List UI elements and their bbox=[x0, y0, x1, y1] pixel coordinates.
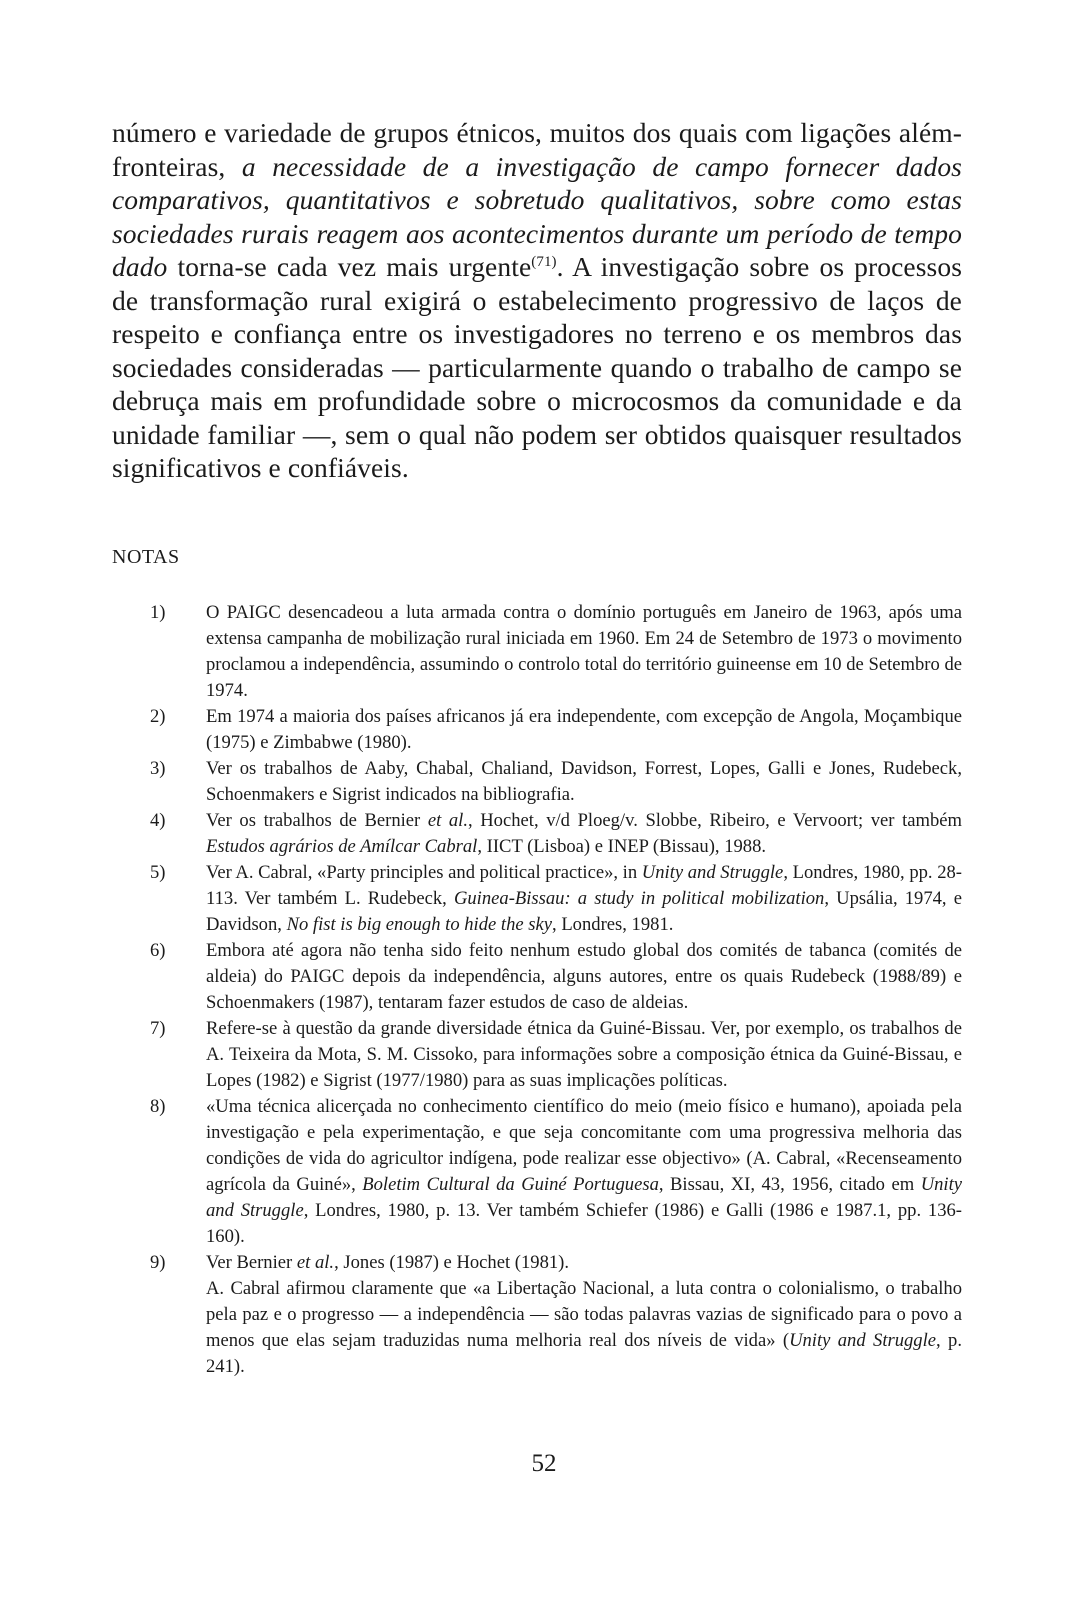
note-text-italic: No fist is big enough to hide the sky bbox=[286, 914, 553, 935]
note-text-segment: , IICT (Lisboa) e INEP (Bissau), 1988. bbox=[477, 836, 767, 857]
notes-list bbox=[150, 600, 962, 1380]
note-text bbox=[206, 808, 962, 860]
body-text-part-1: número e variedade de grupos étnicos, muitos dos quais com ligações além-fronteiras, bbox=[112, 117, 962, 182]
note-number: 1) bbox=[150, 602, 166, 623]
note-text-segment: , Londres, 1980, p. 13. Ver também Schiefer (1986) e Galli (1986 e 1987.1, pp. 136-160). bbox=[206, 1200, 962, 1247]
note-text-segment: Ver A. Cabral, «Party principles and political practice», in bbox=[206, 862, 642, 883]
body-text-part-2: torna-se cada vez mais urgente bbox=[167, 251, 532, 282]
note-5 bbox=[150, 860, 962, 938]
note-text-segment: , Hochet, v/d Ploeg/v. Slobbe, Ribeiro, e Vervoort; ver também bbox=[468, 810, 962, 831]
note-text-italic: Boletim Cultural da Guiné Portuguesa bbox=[362, 1174, 659, 1195]
note-text-segment: , Londres, 1980, pp. 28-113. Ver também L. Rudebeck, bbox=[206, 862, 962, 909]
note-number: 8) bbox=[150, 1096, 166, 1117]
note-6 bbox=[150, 938, 962, 1016]
note-text: Embora até agora não tenha sido feito nenhum estudo global dos comités de tabanca (comités de aldeia) do PAIGC depois da independência, alguns autores, entre os quais Rudebeck (1988/89) e Schoenmakers (1987), tentaram fazer estudos de caso de aldeias. bbox=[206, 940, 962, 1013]
note-number: 5) bbox=[150, 862, 166, 883]
note-number: 6) bbox=[150, 940, 166, 961]
note-number: 2) bbox=[150, 706, 166, 727]
note-8 bbox=[150, 1094, 962, 1250]
note-text-segment: Ver os trabalhos de Bernier bbox=[206, 810, 428, 831]
note-number: 4) bbox=[150, 810, 166, 831]
note-9 bbox=[150, 1250, 962, 1380]
note-number: 3) bbox=[150, 758, 166, 779]
page-number: 52 bbox=[531, 1450, 557, 1477]
note-7 bbox=[150, 1016, 962, 1094]
note-text-italic: et al. bbox=[427, 810, 468, 831]
note-text-segment: , Upsália, 1974, e Davidson, bbox=[206, 888, 962, 935]
notes-heading: NOTAS bbox=[112, 546, 180, 568]
body-text-italic: a necessidade de a investigação de campo fornecer dados comparativos, quantitativos e sobretudo qualitativos, sobre como estas sociedades rurais reagem aos acontecimentos durante um período de tempo dado bbox=[112, 150, 962, 282]
note-4 bbox=[150, 808, 962, 860]
note-text-segment: Ver Bernier bbox=[206, 1252, 297, 1273]
note-text-italic: Unity and Struggle bbox=[789, 1330, 937, 1351]
body-paragraph bbox=[112, 116, 962, 485]
note-text-segment: , Jones (1987) e Hochet (1981). bbox=[334, 1252, 570, 1273]
note-text: Ver os trabalhos de Aaby, Chabal, Chaliand, Davidson, Forrest, Lopes, Galli e Jones, Rudebeck, Schoenmakers e Sigrist indicados na bibliografia. bbox=[206, 758, 962, 805]
note-text-segment: , p. 241). bbox=[206, 1330, 962, 1377]
note-text bbox=[206, 1250, 962, 1380]
note-1 bbox=[150, 600, 962, 704]
note-text bbox=[206, 1094, 962, 1250]
note-text-segment: A. Cabral afirmou claramente que «a Libertação Nacional, a luta contra o colonialismo, o trabalho pela paz e o progresso — a independência — são todas palavras vazias de significado para o povo a menos que elas sejam traduzidas numa melhoria real dos níveis de vida» ( bbox=[206, 1278, 962, 1351]
body-text-part-3: . A investigação sobre os processos de transformação rural exigirá o estabelecimento progressivo de laços de respeito e confiança entre os investigadores no terreno e os membros das sociedades consideradas — particularmente quando o trabalho de campo se debruça mais em profundidade sobre o microcosmos da comunidade e da unidade familiar —, sem o qual não podem ser obtidos quaisquer resultados significativos e confiáveis. bbox=[112, 251, 962, 483]
note-3 bbox=[150, 756, 962, 808]
note-text: O PAIGC desencadeou a luta armada contra o domínio português em Janeiro de 1963, após uma extensa campanha de mobilização rural iniciada em 1960. Em 24 de Setembro de 1973 o movimento proclamou a independência, assumindo o controlo total do território guineense em 10 de Setembro de 1974. bbox=[206, 602, 962, 701]
note-text-segment: , Londres, 1981. bbox=[552, 914, 674, 935]
note-text-segment: «Uma técnica alicerçada no conhecimento científico do meio (meio físico e humano), apoiada pela investigação e pela experimentação, e que seja concomitante com uma progressiva melhoria das condições de vida do agricultor indígena, pode realizar esse objectivo» (A. Cabral, «Recenseamento agrícola da Guiné», bbox=[206, 1096, 962, 1195]
note-text-italic: Estudos agrários de Amílcar Cabral bbox=[206, 836, 478, 857]
note-number: 9) bbox=[150, 1252, 166, 1273]
note-text-italic: Unity and Struggle bbox=[641, 862, 784, 883]
note-text-italic: Guinea-Bissau: a study in political mobilization bbox=[453, 888, 825, 909]
note-text: Refere-se à questão da grande diversidade étnica da Guiné-Bissau. Ver, por exemplo, os trabalhos de A. Teixeira da Mota, S. M. Cissoko, para informações sobre a composição étnica da Guiné-Bissau, e Lopes (1982) e Sigrist (1977/1980) para as suas implicações políticas. bbox=[206, 1018, 962, 1091]
note-text: Em 1974 a maioria dos países africanos já era independente, com excepção de Angola, Moçambique (1975) e Zimbabwe (1980). bbox=[206, 706, 962, 753]
note-text-italic: et al. bbox=[296, 1252, 335, 1273]
note-number: 7) bbox=[150, 1018, 166, 1039]
note-text-italic: Unity and Struggle bbox=[206, 1174, 962, 1221]
note-text bbox=[206, 860, 962, 938]
footnote-reference: (71) bbox=[531, 254, 557, 270]
note-2 bbox=[150, 704, 962, 756]
note-text-segment: , Bissau, XI, 43, 1956, citado em bbox=[658, 1174, 921, 1195]
